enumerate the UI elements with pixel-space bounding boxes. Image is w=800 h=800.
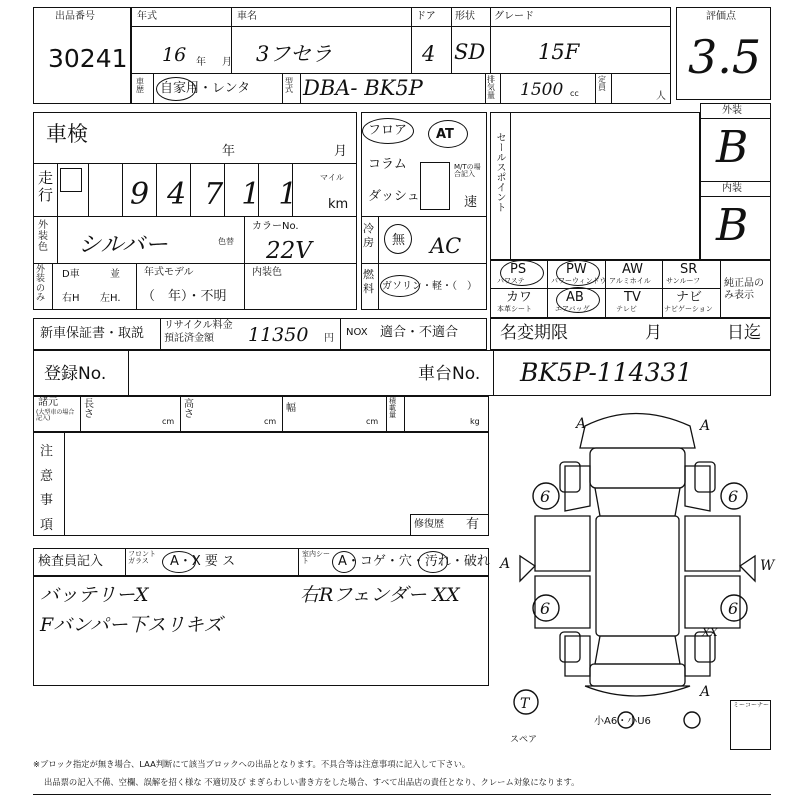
inspector-note2: 右Rフェンダー XX xyxy=(300,584,460,606)
diagram-mark: XX xyxy=(702,626,718,639)
ac-type: AC xyxy=(430,234,462,258)
score-label: 評価点 xyxy=(706,11,736,22)
int-grade-value: B xyxy=(716,200,749,251)
model-year-value: （ 年）・不明 xyxy=(142,289,227,304)
width-cm: cm xyxy=(366,417,379,426)
glass-label: フロントガラス xyxy=(128,550,156,565)
load-kg: kg xyxy=(470,417,480,426)
score-value: 3.5 xyxy=(688,30,762,84)
name-change-label: 名変期限 xyxy=(500,323,568,343)
spare-label: スペア xyxy=(510,735,538,745)
width-label: 幅 xyxy=(286,403,296,414)
displacement-value: 1500 xyxy=(520,80,564,100)
name-label: 車名 xyxy=(237,11,257,22)
model-year-label: 年式モデル xyxy=(144,267,194,278)
inspection-month-unit: 月 xyxy=(334,144,348,159)
capacity-unit: 人 xyxy=(656,91,666,102)
column-label: コラム xyxy=(368,157,407,172)
shape-value: SD xyxy=(454,40,486,64)
name-change-month: 月 xyxy=(645,323,662,343)
inspection-year-unit: 年 xyxy=(222,144,236,159)
model-value: DBA- BK5P xyxy=(303,76,423,100)
mileage-unit-mile: マイル xyxy=(320,173,344,182)
inspector-note3: Fバンパー下スリキズ xyxy=(40,614,223,636)
grade-value: 15F xyxy=(538,40,580,64)
mt-label: M/Tの場合記入 xyxy=(454,163,481,178)
nox-value: 適合・不適合 xyxy=(380,325,459,340)
sales-points-box xyxy=(490,112,700,260)
year-label: 年式 xyxy=(137,11,157,22)
year-value: 16 xyxy=(162,44,187,66)
height-label: 高さ xyxy=(184,399,194,420)
repair-label: 修復歴 xyxy=(414,519,444,530)
inspector-note1: バッテリーX xyxy=(40,584,149,606)
exterior-only-label: 外装のみ xyxy=(36,265,46,304)
ext-color-value: シルバー xyxy=(78,232,168,258)
displacement-label: 排気量 xyxy=(487,75,495,100)
door-value: 4 xyxy=(422,42,436,66)
at-label: AT xyxy=(436,127,454,142)
diagram-mark: A xyxy=(576,416,587,432)
load-label: 積載量 xyxy=(389,397,396,419)
height-cm: cm xyxy=(264,417,277,426)
diagram-mark: A xyxy=(700,684,711,700)
diagram-mark: A xyxy=(500,556,511,572)
lot-label: 出品番号 xyxy=(55,11,95,22)
interior-value: A・コゲ・穴・汚れ・破れ xyxy=(338,554,490,569)
int-grade-label: 内装 xyxy=(722,183,742,194)
dims-sub: (大型車の場合記入) xyxy=(36,409,75,422)
usage-label: 車歴 xyxy=(136,77,144,94)
dims-label: 諸元 xyxy=(38,397,58,408)
mileage-unit-km: km xyxy=(328,197,349,212)
ext-grade-value: B xyxy=(716,122,749,173)
dash-label: ダッシュ xyxy=(368,189,420,204)
glass-value: A・X 要 ス xyxy=(170,554,236,569)
warranty-label: 新車保証書・取説 xyxy=(40,326,145,341)
color-no-value: 22V xyxy=(266,238,312,264)
shape-label: 形状 xyxy=(455,11,475,22)
diagram-mark: 6 xyxy=(728,599,739,618)
model-label: 型式 xyxy=(285,77,293,94)
usage-value: 自家用・レンタ xyxy=(160,81,251,96)
capacity-label: 定員 xyxy=(598,75,606,92)
lot-number: 30241 xyxy=(48,44,128,73)
recycle-value: 11350 xyxy=(248,324,309,346)
color-no-label: カラーNo. xyxy=(252,221,299,232)
small-label: 小A6・小U6 xyxy=(594,716,651,727)
year-unit: 年 xyxy=(196,57,206,68)
grade-label: グレード xyxy=(494,11,534,22)
mileage-check-box xyxy=(60,168,82,192)
diagram-mark: 6 xyxy=(540,487,551,506)
inspection-label: 車検 xyxy=(46,122,88,146)
interior-label: 室内シート xyxy=(302,550,330,565)
dims-row xyxy=(33,396,489,432)
parallel-label: 並 xyxy=(110,269,120,280)
diagram-mark: A xyxy=(700,418,711,434)
mileage-label: 走行 xyxy=(38,169,54,204)
fuel-value: ガソリン・軽・（ ） xyxy=(382,281,477,292)
sales-points-label: セールスポイント xyxy=(494,132,505,212)
ext-grade-label: 外装 xyxy=(722,105,742,116)
chassis-value: BK5P-114331 xyxy=(520,358,693,387)
registration-label: 登録No. xyxy=(44,364,107,384)
d-car-label: D車 xyxy=(62,269,80,280)
ext-color-sub: 色替 xyxy=(218,237,234,246)
length-cm: cm xyxy=(162,417,175,426)
footer-note1: ※ブロック指定が無き場合、LAA判断にて該当ブロックへの出品となります。不具合等は注意事項に記入して下さい。 xyxy=(33,759,471,769)
spare-value: T xyxy=(520,696,530,712)
name-change-date: 日迄 xyxy=(727,323,761,343)
repair-value: 有 xyxy=(466,517,480,532)
name-value: 3フセラ xyxy=(256,42,333,66)
corner-label: ミーコーナー xyxy=(733,702,770,709)
inspector-label: 検査員記入 xyxy=(38,554,104,569)
int-color-label: 内装色 xyxy=(252,267,282,278)
mileage-value: 94711 xyxy=(130,177,316,212)
diagram-mark: 6 xyxy=(540,599,551,618)
displacement-unit: cc xyxy=(570,89,579,98)
diagram-mark: 6 xyxy=(728,487,739,506)
rh-label: 右H xyxy=(62,293,80,304)
nox-label: NOX xyxy=(346,327,368,338)
ac-value: 無 xyxy=(392,233,406,248)
ac-label: 冷房 xyxy=(363,222,374,250)
genuine-label: 純正品のみ表示 xyxy=(724,278,764,301)
chassis-label: 車台No. xyxy=(418,364,481,384)
recycle-label: リサイクル料金預託済金額 xyxy=(164,320,233,344)
footer-note2: 出品票の記入不備、空欄、誤解を招く様な 不適切及び まぎらわしい書き方をした場合、すべて出品店の責任となり、クレーム対象になります。 xyxy=(44,777,580,787)
diagram-mark: W xyxy=(760,558,775,574)
speed-label: 速 xyxy=(464,195,478,210)
notes-label: 注意事項 xyxy=(40,444,54,534)
length-label: 長さ xyxy=(84,399,94,420)
lh-label: 左H. xyxy=(100,293,121,304)
fuel-label: 燃料 xyxy=(363,268,374,296)
recycle-yen: 円 xyxy=(324,333,334,344)
floor-label: フロア xyxy=(368,123,408,138)
ext-color-label: 外装色 xyxy=(38,220,48,253)
door-label: ドア xyxy=(416,11,436,22)
month-unit: 月 xyxy=(222,57,232,68)
